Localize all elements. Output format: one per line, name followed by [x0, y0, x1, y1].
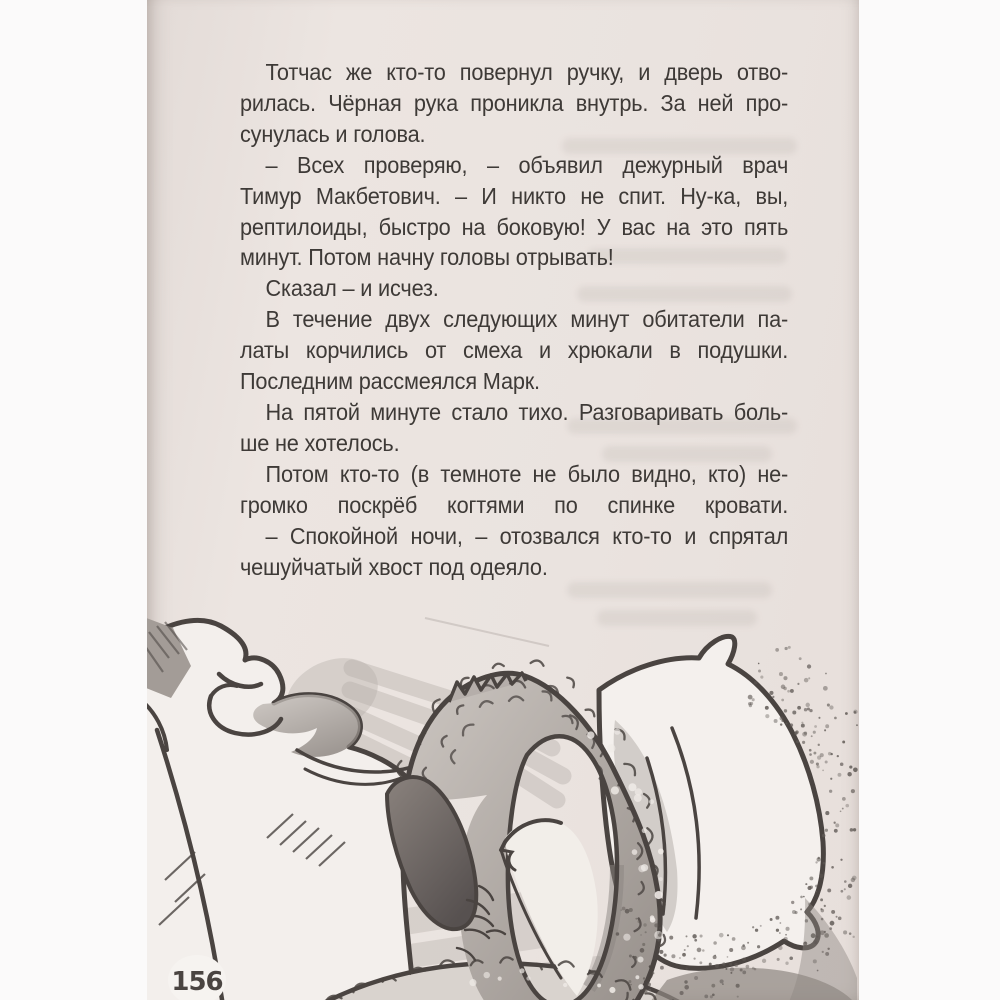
text-line: рептилоиды, быстро на боковую! У вас на это пять — [240, 213, 789, 240]
text-line: чешуйчатый хвост под одеяло. — [240, 553, 548, 580]
text-line: Сказал – и исчез. — [265, 275, 439, 302]
text-line: – Спокойной ночи, – отозвался кто-то и спрятал — [265, 522, 789, 549]
text-line: Потом кто-то (в темноте не было видно, кто) не- — [265, 460, 789, 487]
text-line: На пятой минуте стало тихо. Разговаривать боль- — [265, 398, 789, 425]
text-line: – Всех проверяю, – объявил дежурный врач — [265, 151, 789, 178]
text-line: громко поскрёб когтями по спинке кровати. — [240, 491, 789, 518]
text-line: латы корчились от смеха и хрюкали в подушки. — [240, 337, 789, 364]
text-line: Тимур Макбетович. – И никто не спит. Ну-ка, вы, — [240, 182, 789, 209]
text-line: ше не хотелось. — [240, 429, 400, 456]
book-page — [147, 0, 859, 1000]
text-line: В течение двух следующих минут обитатели па- — [265, 306, 789, 333]
text-line: Последним рассмеялся Марк. — [240, 368, 540, 395]
illustration-tail-blanket-pillow — [147, 580, 859, 1000]
text-line: сунулась и голова. — [240, 120, 426, 147]
text-block — [240, 57, 788, 582]
text-line: минут. Потом начну головы отрывать! — [240, 244, 614, 271]
page-number: 156 — [171, 967, 223, 997]
text-line: Тотчас же кто-то повернул ручку, и дверь отво- — [265, 59, 789, 85]
text-line: рилась. Чёрная рука проникла внутрь. За ней про- — [240, 89, 789, 116]
